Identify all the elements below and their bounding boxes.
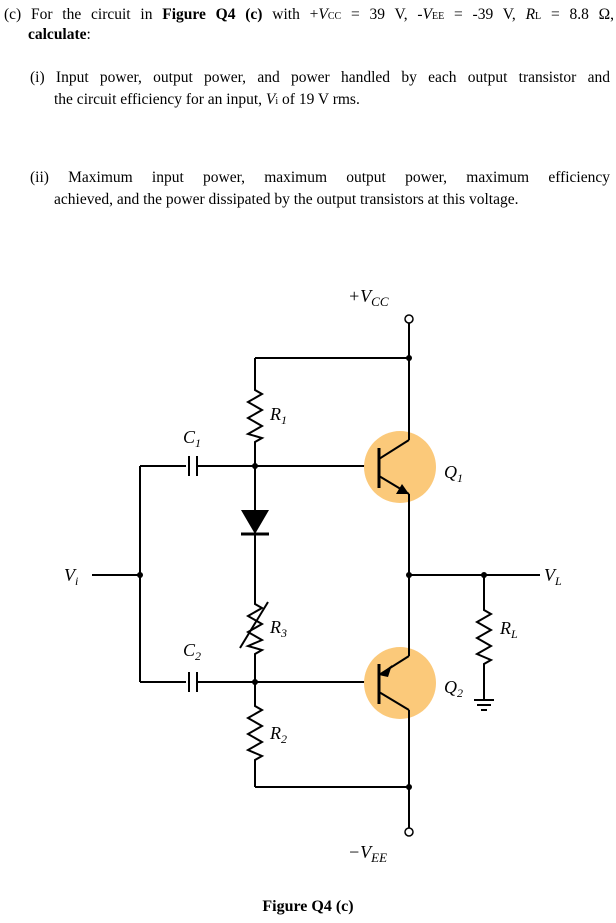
figure-caption: Figure Q4 (c) (262, 898, 354, 915)
part-i-line-1: (i) Input power, output power, and power handled by each output transistor and (30, 69, 610, 86)
r2-resistor (248, 700, 262, 787)
part-i-line-2: the circuit efficiency for an input, Vi of 19 V rms. (54, 91, 360, 108)
rl-resistor (477, 606, 491, 700)
question-line-2: calculate: (28, 26, 91, 43)
vi-label: $V_i$ (64, 565, 79, 588)
r3-variable-arrow (240, 602, 268, 648)
diode-symbol (241, 510, 269, 534)
q1-label: $Q_1$ (444, 462, 463, 485)
junction-dots (137, 355, 487, 790)
q2-label: $Q_2$ (444, 677, 463, 700)
r3-resistor (248, 598, 262, 682)
vee-label: $-V_{EE}$ (348, 842, 388, 865)
r1-label: $R_1$ (270, 404, 287, 427)
r2-label: $R_2$ (270, 723, 287, 746)
c1-label: $C_1$ (183, 427, 202, 450)
part-ii-line-1: (ii) Maximum input power, maximum output power, maximum efficiency (30, 169, 610, 186)
vcc-terminal (405, 315, 413, 323)
vcc-label: $+V_{CC}$ (348, 286, 389, 309)
vl-label: $V_L$ (544, 565, 562, 588)
q2-highlight (364, 647, 436, 719)
c2-label: $C_2$ (183, 640, 202, 663)
r3-label: $R_3$ (270, 617, 287, 640)
figure-reference: Figure Q4 (c) (162, 6, 263, 23)
question-line-1: (c) For the circuit in Figure Q4 (c) with +VCC = 39 V, -VEE = -39 V, RL = 8.8 Ω, (4, 6, 615, 23)
rl-label: $R_L$ (500, 618, 518, 641)
part-ii-line-2: achieved, and the power dissipated by the output transistors at this voltage. (54, 191, 519, 208)
r1-resistor (248, 385, 262, 466)
vee-terminal (405, 828, 413, 836)
